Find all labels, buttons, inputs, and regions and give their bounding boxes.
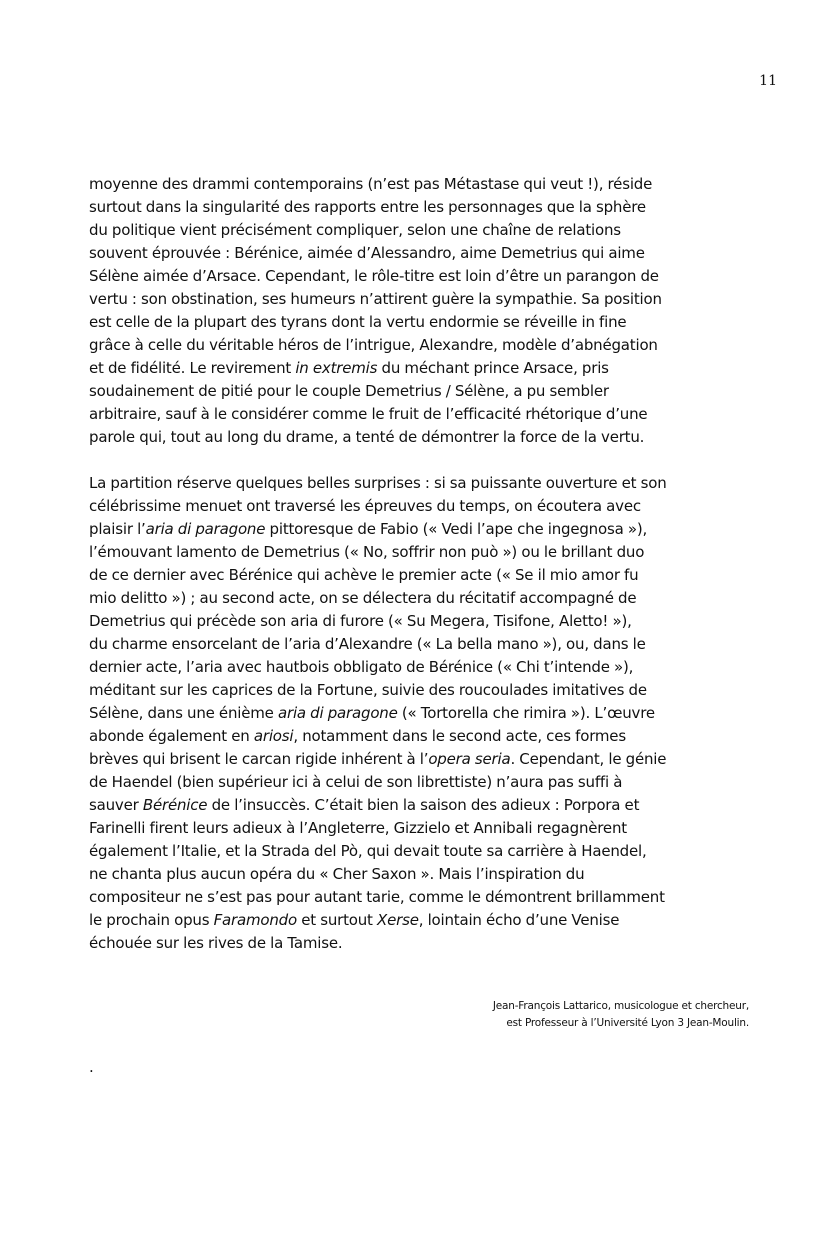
text-line: moyenne des drammi contemporains (n’est pas Métastase qui veut !), réside (89, 175, 653, 193)
text-segment: brèves qui brisent le carcan rigide inhérent à l’ (89, 750, 429, 768)
text-segment: du méchant prince Arsace, pris (377, 359, 609, 377)
text-line: Sélène aimée d’Arsace. Cependant, le rôle-titre est loin d’être un parangon de (89, 267, 659, 285)
text-line: de ce dernier avec Bérénice qui achève le premier acte (« Se il mio amor fu (89, 566, 639, 584)
text-line: du charme ensorcelant de l’aria d’Alexandre (« La bella mano »), ou, dans le (89, 635, 646, 653)
text-line: célébrissime menuet ont traversé les épreuves du temps, on écoutera avec (89, 497, 641, 515)
text-segment: abonde également en (89, 727, 254, 745)
text-segment: plaisir l’ (89, 520, 146, 538)
text-line: parole qui, tout au long du drame, a tenté de démontrer la force de la vertu. (89, 428, 645, 446)
text-segment: et de fidélité. Le revirement (89, 359, 296, 377)
paragraph-gap (89, 449, 739, 472)
italic-term: Bérénice (142, 796, 208, 814)
italic-term: aria di paragone (145, 520, 266, 538)
text-segment: (« Tortorella che rimira »). L’œuvre (397, 704, 655, 722)
italic-term: ariosi (253, 727, 294, 745)
paragraph-1 (89, 173, 739, 449)
text-line (89, 909, 739, 932)
text-segment: et surtout (296, 911, 378, 929)
text-line (89, 518, 739, 541)
text-line: Demetrius qui précède son aria di furore (« Su Megera, Tisifone, Aletto! »), (89, 612, 632, 630)
signature-line-1: Jean-François Lattarico, musicologue et chercheur, (492, 1000, 749, 1012)
italic-term: Faramondo (213, 911, 297, 929)
text-segment: , notamment dans le second acte, ces formes (293, 727, 626, 745)
text-line (89, 748, 739, 771)
paragraph-2 (89, 472, 739, 955)
text-line: l’émouvant lamento de Demetrius (« No, soffrir non può ») ou le brillant duo (89, 543, 645, 561)
page-number: 11 (759, 73, 777, 89)
italic-term: aria di paragone (277, 704, 398, 722)
text-line: mio delitto ») ; au second acte, on se délectera du récitatif accompagné de (89, 589, 637, 607)
text-segment: , lointain écho d’une Venise (418, 911, 620, 929)
text-line: du politique vient précisément compliquer, selon une chaîne de relations (89, 221, 621, 239)
text-line: vertu : son obstination, ses humeurs n’attirent guère la sympathie. Sa position (89, 290, 662, 308)
text-line: souvent éprouvée : Bérénice, aimée d’Alessandro, aime Demetrius qui aime (89, 244, 645, 262)
text-line: dernier acte, l’aria avec hautbois obbligato de Bérénice (« Chi t’intende »), (89, 658, 634, 676)
italic-term: Xerse (377, 911, 419, 929)
text-segment: de l’insuccès. C’était bien la saison des adieux : Porpora et (207, 796, 640, 814)
text-segment: le prochain opus (89, 911, 214, 929)
text-line: soudainement de pitié pour le couple Demetrius / Sélène, a pu sembler (89, 382, 609, 400)
text-line: de Haendel (bien supérieur ici à celui de son librettiste) n’aura pas suffi à (89, 773, 623, 791)
signature-line-2: est Professeur à l’Université Lyon 3 Jean-Moulin. (506, 1017, 749, 1029)
text-segment: pittoresque de Fabio (« Vedi l’ape che ingegnosa »), (265, 520, 648, 538)
text-line: Farinelli firent leurs adieux à l’Angleterre, Gizzielo et Annibali regagnèrent (89, 819, 627, 837)
text-line: surtout dans la singularité des rapports entre les personnages que la sphère (89, 198, 646, 216)
trailing-mark: . (89, 1058, 94, 1076)
text-line (89, 357, 739, 380)
text-segment: . Cependant, le génie (510, 750, 667, 768)
text-line (89, 702, 739, 725)
text-line: est celle de la plupart des tyrans dont la vertu endormie se réveille in fine (89, 313, 627, 331)
text-line: arbitraire, sauf à le considérer comme le fruit de l’efficacité rhétorique d’une (89, 405, 648, 423)
italic-term: in extremis (295, 359, 378, 377)
text-line: compositeur ne s’est pas pour autant tarie, comme le démontrent brillamment (89, 888, 665, 906)
text-line (89, 725, 739, 748)
text-segment: sauver (89, 796, 143, 814)
italic-term: opera seria (428, 750, 511, 768)
text-line: échouée sur les rives de la Tamise. (89, 934, 343, 952)
text-line: grâce à celle du véritable héros de l’intrigue, Alexandre, modèle d’abnégation (89, 336, 658, 354)
text-segment: Sélène, dans une énième (89, 704, 278, 722)
text-line: méditant sur les caprices de la Fortune, suivie des roucoulades imitatives de (89, 681, 647, 699)
text-line: ne chanta plus aucun opéra du « Cher Saxon ». Mais l’inspiration du (89, 865, 585, 883)
text-line: également l’Italie, et la Strada del Pò, qui devait toute sa carrière à Haendel, (89, 842, 647, 860)
author-signature (493, 998, 749, 1032)
article-body (89, 173, 739, 955)
text-line (89, 794, 739, 817)
text-line: La partition réserve quelques belles surprises : si sa puissante ouverture et son (89, 474, 667, 492)
